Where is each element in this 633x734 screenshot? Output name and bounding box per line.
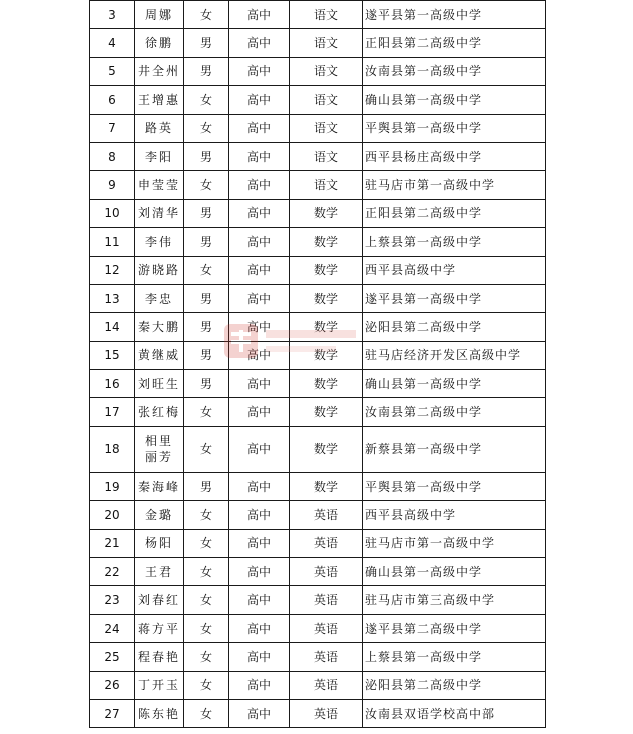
cell-number: 16 xyxy=(90,370,135,398)
cell-subject: 数学 xyxy=(290,256,363,284)
cell-number: 17 xyxy=(90,398,135,426)
table-row xyxy=(90,558,546,586)
cell-name: 井全州 xyxy=(135,57,184,85)
cell-subject: 语文 xyxy=(290,114,363,142)
cell-level: 高中 xyxy=(229,699,290,727)
table-row xyxy=(90,199,546,227)
cell-name: 刘春红 xyxy=(135,586,184,614)
cell-level: 高中 xyxy=(229,228,290,256)
cell-number: 21 xyxy=(90,529,135,557)
cell-subject: 数学 xyxy=(290,370,363,398)
cell-level: 高中 xyxy=(229,501,290,529)
cell-level: 高中 xyxy=(229,558,290,586)
cell-level: 高中 xyxy=(229,671,290,699)
cell-sex: 女 xyxy=(184,699,229,727)
cell-sex: 男 xyxy=(184,29,229,57)
cell-level: 高中 xyxy=(229,472,290,500)
cell-level: 高中 xyxy=(229,341,290,369)
cell-subject: 数学 xyxy=(290,313,363,341)
cell-sex: 男 xyxy=(184,57,229,85)
cell-number: 3 xyxy=(90,1,135,29)
cell-name: 李阳 xyxy=(135,142,184,170)
cell-name: 陈东艳 xyxy=(135,699,184,727)
cell-sex: 女 xyxy=(184,586,229,614)
cell-name: 李忠 xyxy=(135,284,184,312)
cell-subject: 语文 xyxy=(290,57,363,85)
cell-subject: 英语 xyxy=(290,586,363,614)
cell-subject: 英语 xyxy=(290,529,363,557)
cell-school: 西平县高级中学 xyxy=(363,256,546,284)
cell-school: 确山县第一高级中学 xyxy=(363,370,546,398)
table-row xyxy=(90,426,546,472)
cell-sex: 女 xyxy=(184,558,229,586)
cell-sex: 女 xyxy=(184,529,229,557)
cell-number: 15 xyxy=(90,341,135,369)
cell-subject: 语文 xyxy=(290,171,363,199)
cell-number: 23 xyxy=(90,586,135,614)
cell-level: 高中 xyxy=(229,114,290,142)
cell-school: 泌阳县第二高级中学 xyxy=(363,671,546,699)
cell-sex: 女 xyxy=(184,86,229,114)
cell-number: 24 xyxy=(90,614,135,642)
cell-school: 平舆县第一高级中学 xyxy=(363,114,546,142)
table-row xyxy=(90,228,546,256)
table-row xyxy=(90,501,546,529)
cell-level: 高中 xyxy=(229,57,290,85)
cell-level: 高中 xyxy=(229,643,290,671)
cell-sex: 女 xyxy=(184,426,229,472)
cell-number: 26 xyxy=(90,671,135,699)
cell-sex: 男 xyxy=(184,370,229,398)
cell-sex: 女 xyxy=(184,1,229,29)
cell-school: 泌阳县第二高级中学 xyxy=(363,313,546,341)
cell-sex: 男 xyxy=(184,284,229,312)
cell-name: 路英 xyxy=(135,114,184,142)
cell-sex: 男 xyxy=(184,199,229,227)
cell-level: 高中 xyxy=(229,313,290,341)
cell-sex: 女 xyxy=(184,398,229,426)
cell-subject: 数学 xyxy=(290,426,363,472)
cell-name: 李伟 xyxy=(135,228,184,256)
cell-number: 18 xyxy=(90,426,135,472)
cell-level: 高中 xyxy=(229,586,290,614)
cell-sex: 女 xyxy=(184,501,229,529)
cell-school: 确山县第一高级中学 xyxy=(363,86,546,114)
cell-sex: 女 xyxy=(184,256,229,284)
table-row xyxy=(90,586,546,614)
table-row xyxy=(90,671,546,699)
table-row xyxy=(90,142,546,170)
cell-sex: 男 xyxy=(184,472,229,500)
cell-level: 高中 xyxy=(229,426,290,472)
cell-school: 遂平县第二高级中学 xyxy=(363,614,546,642)
cell-name: 黄继威 xyxy=(135,341,184,369)
cell-school: 平舆县第一高级中学 xyxy=(363,472,546,500)
cell-name: 程春艳 xyxy=(135,643,184,671)
cell-level: 高中 xyxy=(229,1,290,29)
cell-number: 19 xyxy=(90,472,135,500)
table-row xyxy=(90,472,546,500)
table-row xyxy=(90,29,546,57)
cell-number: 5 xyxy=(90,57,135,85)
cell-sex: 男 xyxy=(184,313,229,341)
table-row xyxy=(90,313,546,341)
table-row xyxy=(90,370,546,398)
cell-sex: 女 xyxy=(184,671,229,699)
cell-school: 遂平县第一高级中学 xyxy=(363,1,546,29)
cell-number: 6 xyxy=(90,86,135,114)
cell-level: 高中 xyxy=(229,614,290,642)
cell-school: 驻马店市第一高级中学 xyxy=(363,529,546,557)
cell-sex: 女 xyxy=(184,614,229,642)
cell-number: 14 xyxy=(90,313,135,341)
table-row xyxy=(90,256,546,284)
cell-subject: 语文 xyxy=(290,1,363,29)
cell-name: 丁开玉 xyxy=(135,671,184,699)
cell-number: 12 xyxy=(90,256,135,284)
cell-level: 高中 xyxy=(229,529,290,557)
cell-number: 4 xyxy=(90,29,135,57)
cell-number: 11 xyxy=(90,228,135,256)
cell-school: 正阳县第二高级中学 xyxy=(363,199,546,227)
cell-level: 高中 xyxy=(229,142,290,170)
cell-school: 上蔡县第一高级中学 xyxy=(363,228,546,256)
cell-subject: 数学 xyxy=(290,284,363,312)
cell-subject: 英语 xyxy=(290,558,363,586)
cell-name: 刘旺生 xyxy=(135,370,184,398)
table-row xyxy=(90,699,546,727)
cell-number: 8 xyxy=(90,142,135,170)
cell-name: 徐鹏 xyxy=(135,29,184,57)
cell-school: 汝南县第一高级中学 xyxy=(363,57,546,85)
cell-subject: 语文 xyxy=(290,142,363,170)
cell-name: 张红梅 xyxy=(135,398,184,426)
cell-school: 确山县第一高级中学 xyxy=(363,558,546,586)
cell-level: 高中 xyxy=(229,370,290,398)
cell-school: 上蔡县第一高级中学 xyxy=(363,643,546,671)
cell-subject: 数学 xyxy=(290,199,363,227)
cell-level: 高中 xyxy=(229,86,290,114)
cell-subject: 语文 xyxy=(290,86,363,114)
cell-level: 高中 xyxy=(229,199,290,227)
cell-sex: 女 xyxy=(184,643,229,671)
cell-subject: 语文 xyxy=(290,29,363,57)
cell-subject: 英语 xyxy=(290,699,363,727)
cell-name: 秦大鹏 xyxy=(135,313,184,341)
table-row xyxy=(90,398,546,426)
table-row xyxy=(90,86,546,114)
cell-name: 秦海峰 xyxy=(135,472,184,500)
cell-subject: 英语 xyxy=(290,614,363,642)
cell-subject: 英语 xyxy=(290,671,363,699)
cell-sex: 男 xyxy=(184,228,229,256)
table-row xyxy=(90,614,546,642)
cell-sex: 男 xyxy=(184,341,229,369)
cell-level: 高中 xyxy=(229,171,290,199)
table-row xyxy=(90,114,546,142)
cell-name: 蒋方平 xyxy=(135,614,184,642)
cell-name: 游晓路 xyxy=(135,256,184,284)
cell-name: 金璐 xyxy=(135,501,184,529)
cell-school: 西平县高级中学 xyxy=(363,501,546,529)
cell-level: 高中 xyxy=(229,284,290,312)
cell-school: 汝南县双语学校高中部 xyxy=(363,699,546,727)
cell-school: 正阳县第二高级中学 xyxy=(363,29,546,57)
cell-name: 申莹莹 xyxy=(135,171,184,199)
cell-name: 相里丽芳 xyxy=(135,426,184,472)
roster-table-body xyxy=(90,1,546,728)
table-row xyxy=(90,171,546,199)
cell-school: 汝南县第二高级中学 xyxy=(363,398,546,426)
cell-subject: 数学 xyxy=(290,341,363,369)
cell-name: 刘清华 xyxy=(135,199,184,227)
table-row xyxy=(90,1,546,29)
table-row xyxy=(90,284,546,312)
table-row xyxy=(90,643,546,671)
cell-subject: 数学 xyxy=(290,398,363,426)
teacher-roster-table xyxy=(89,0,546,728)
cell-school: 驻马店市第一高级中学 xyxy=(363,171,546,199)
cell-level: 高中 xyxy=(229,398,290,426)
table-row xyxy=(90,341,546,369)
cell-number: 7 xyxy=(90,114,135,142)
cell-subject: 英语 xyxy=(290,643,363,671)
cell-number: 13 xyxy=(90,284,135,312)
cell-subject: 数学 xyxy=(290,472,363,500)
cell-number: 22 xyxy=(90,558,135,586)
cell-school: 新蔡县第一高级中学 xyxy=(363,426,546,472)
cell-name: 王君 xyxy=(135,558,184,586)
cell-school: 遂平县第一高级中学 xyxy=(363,284,546,312)
cell-level: 高中 xyxy=(229,29,290,57)
cell-number: 25 xyxy=(90,643,135,671)
cell-sex: 男 xyxy=(184,142,229,170)
cell-school: 西平县杨庄高级中学 xyxy=(363,142,546,170)
cell-number: 20 xyxy=(90,501,135,529)
cell-number: 9 xyxy=(90,171,135,199)
cell-school: 驻马店经济开发区高级中学 xyxy=(363,341,546,369)
cell-name: 杨阳 xyxy=(135,529,184,557)
cell-number: 10 xyxy=(90,199,135,227)
cell-name: 王增惠 xyxy=(135,86,184,114)
cell-level: 高中 xyxy=(229,256,290,284)
cell-subject: 数学 xyxy=(290,228,363,256)
cell-subject: 英语 xyxy=(290,501,363,529)
cell-name: 周娜 xyxy=(135,1,184,29)
cell-school: 驻马店市第三高级中学 xyxy=(363,586,546,614)
table-row xyxy=(90,57,546,85)
cell-number: 27 xyxy=(90,699,135,727)
cell-sex: 女 xyxy=(184,171,229,199)
cell-sex: 女 xyxy=(184,114,229,142)
table-row xyxy=(90,529,546,557)
